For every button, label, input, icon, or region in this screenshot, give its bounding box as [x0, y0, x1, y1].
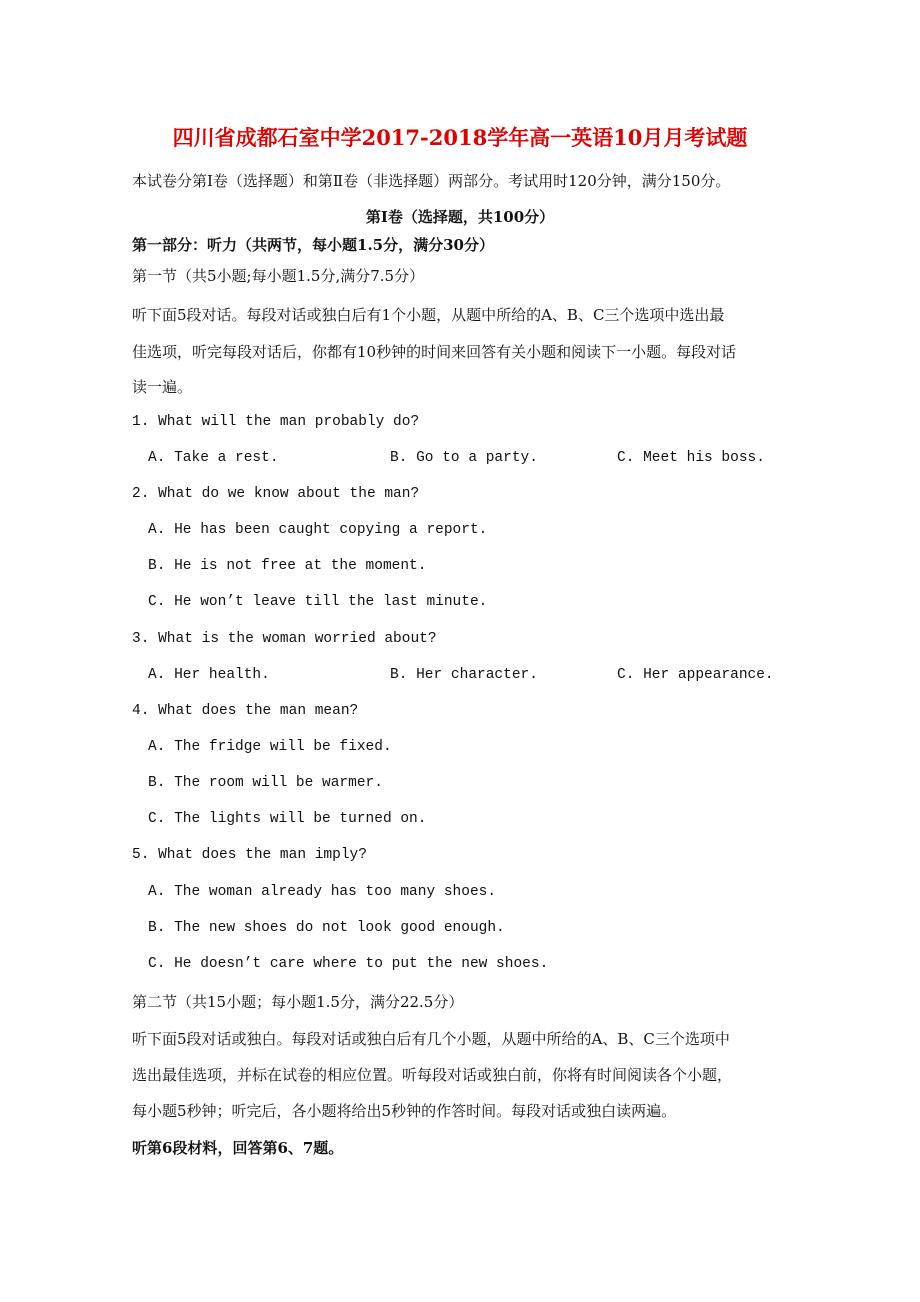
section-2-instruction-line: 听下面5段对话或独白。每段对话或独白后有几个小题，从题中所给的A、B、C三个选项中 [132, 1030, 730, 1048]
section-1-heading: 第一节（共5小题;每小题1.5分,满分7.5分） [132, 267, 425, 285]
q3-option-b: B. Her character. [390, 667, 538, 683]
part-1-heading: 第一部分：听力（共两节，每小题1.5分，满分30分） [132, 236, 494, 254]
q1-option-c: C. Meet his boss. [617, 450, 765, 466]
section-2-instruction-line: 选出最佳选项，并标在试卷的相应位置。听每段对话或独白前，你将有时间阅读各个小题， [132, 1066, 733, 1084]
q3-option-a: A. Her health. [148, 667, 270, 683]
q3-option-c: C. Her appearance. [617, 667, 774, 683]
section-2-instruction-line: 每小题5秒钟；听完后，各小题将给出5秒钟的作答时间。每段对话或独白读两遍。 [132, 1102, 677, 1120]
q5-option-a: A. The woman already has too many shoes. [148, 884, 497, 900]
section-1-instruction-line: 听下面5段对话。每段对话或独白后有1个小题，从题中所给的A、B、C三个选项中选出最 [132, 306, 725, 324]
q2-option-a: A. He has been caught copying a report. [148, 522, 488, 538]
q4-option-c: C. The lights will be turned on. [148, 811, 427, 827]
question-1: 1. What will the man probably do? [132, 414, 420, 430]
q1-option-a: A. Take a rest. [148, 450, 279, 466]
q4-option-a: A. The fridge will be fixed. [148, 739, 392, 755]
volume-1-heading: 第Ⅰ卷（选择题，共100分） [365, 208, 555, 226]
q5-option-c: C. He doesn’t care where to put the new shoes. [148, 956, 549, 972]
section-2-heading: 第二节（共15小题；每小题1.5分，满分22.5分） [132, 993, 464, 1011]
q1-option-b: B. Go to a party. [390, 450, 538, 466]
q2-option-c: C. He won’t leave till the last minute. [148, 594, 488, 610]
question-2: 2. What do we know about the man? [132, 486, 420, 502]
section-1-instruction-line: 读一遍。 [132, 378, 193, 396]
question-4: 4. What does the man mean? [132, 703, 359, 719]
exam-intro: 本试卷分第Ⅰ卷（选择题）和第Ⅱ卷（非选择题）两部分。考试用时120分钟，满分150分。 [132, 172, 731, 190]
q5-option-b: B. The new shoes do not look good enough. [148, 920, 505, 936]
material-6-heading: 听第6段材料，回答第6、7题。 [132, 1139, 344, 1157]
page-title: 四川省成都石室中学2017-2018学年高一英语10月月考试题 [172, 125, 748, 150]
question-5: 5. What does the man imply? [132, 847, 367, 863]
q2-option-b: B. He is not free at the moment. [148, 558, 427, 574]
q4-option-b: B. The room will be warmer. [148, 775, 383, 791]
question-3: 3. What is the woman worried about? [132, 631, 437, 647]
section-1-instruction-line: 佳选项，听完每段对话后，你都有10秒钟的时间来回答有关小题和阅读下一小题。每段对话 [132, 343, 737, 361]
